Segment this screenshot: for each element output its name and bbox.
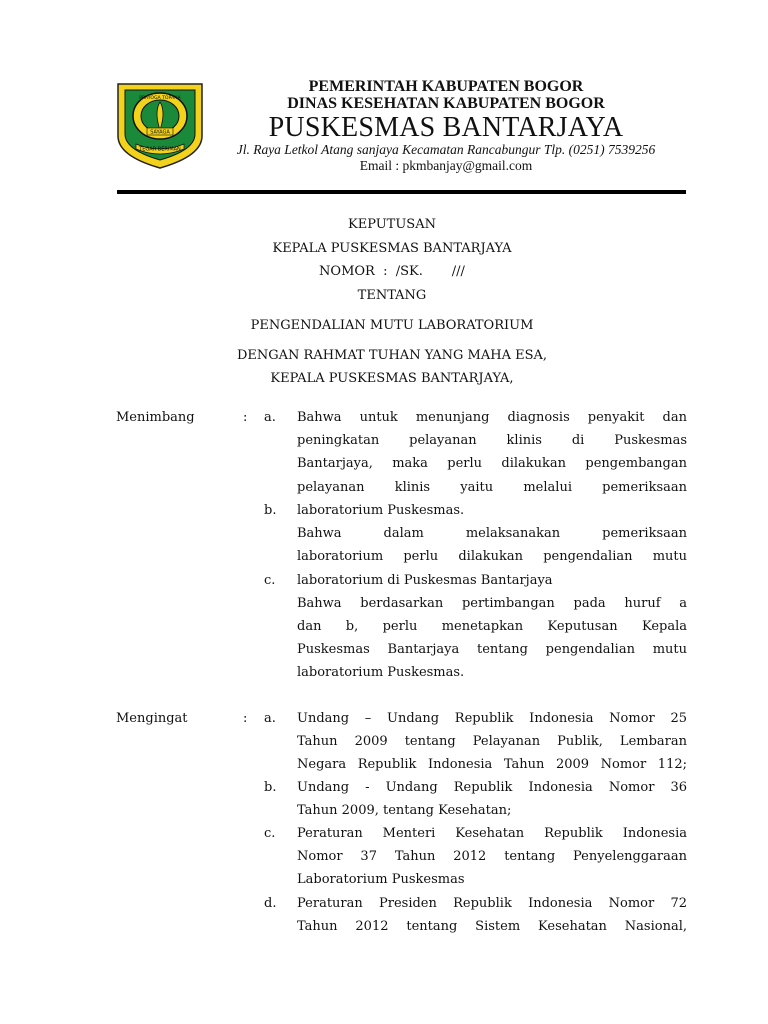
doc-issuer-salutation: KEPALA PUSKESMAS BANTARJAYA, — [270, 371, 514, 386]
menimbang-line: Puskesmas Bantarjaya tentang pengendalian mutu — [297, 642, 687, 657]
mengingat-line: Peraturan Presiden Republik Indonesia Nomor 72 — [297, 896, 687, 911]
mengingat-line: Peraturan Menteri Kesehatan Republik Indonesia — [297, 826, 687, 841]
menimbang-line: laboratorium Puskesmas. — [297, 503, 465, 518]
menimbang-line: peningkatan pelayanan klinis di Puskesmas — [297, 433, 687, 448]
menimbang-line: laboratorium di Puskesmas Bantarjaya — [297, 573, 553, 588]
doc-title: KEPUTUSAN — [348, 217, 436, 232]
menimbang-colon: : — [243, 410, 248, 425]
menimbang-line: Bahwa untuk menunjang diagnosis penyakit dan — [297, 410, 687, 425]
header-department: DINAS KESEHATAN KABUPATEN BOGOR — [287, 95, 605, 112]
mengingat-label: Mengingat — [116, 711, 188, 726]
mengingat-marker-a: a. — [264, 711, 276, 726]
menimbang-line: laboratorium perlu dilakukan pengendalian mutu — [297, 549, 687, 564]
header-divider — [117, 190, 686, 194]
mengingat-line: Negara Republik Indonesia Tahun 2009 Nomor 112; — [297, 757, 687, 772]
menimbang-line: dan b, perlu menetapkan Keputusan Kepala — [297, 619, 687, 634]
mengingat-line: Nomor 37 Tahun 2012 tentang Penyelenggaraan — [297, 849, 687, 864]
doc-issuer: KEPALA PUSKESMAS BANTARJAYA — [272, 241, 512, 256]
menimbang-line: pelayanan klinis yaitu melalui pemeriksaan — [297, 480, 687, 495]
mengingat-line: Laboratorium Puskesmas — [297, 872, 465, 887]
mengingat-line: Tahun 2012 tentang Sistem Kesehatan Nasional, — [297, 919, 687, 934]
logo-top-text: PRAYOGA TOPANA — [139, 96, 181, 101]
doc-number: NOMOR : /SK. /// — [319, 264, 465, 279]
mengingat-marker-d: d. — [264, 896, 277, 911]
menimbang-marker-a: a. — [264, 410, 276, 425]
mengingat-line: Undang - Undang Republik Indonesia Nomor 36 — [297, 780, 687, 795]
mengingat-line: Undang – Undang Republik Indonesia Nomor 25 — [297, 711, 687, 726]
menimbang-line: Bantarjaya, maka perlu dilakukan pengembangan — [297, 456, 687, 471]
menimbang-line: laboratorium Puskesmas. — [297, 665, 465, 680]
doc-subject: PENGENDALIAN MUTU LABORATORIUM — [250, 318, 534, 333]
mengingat-line: Tahun 2009, tentang Kesehatan; — [297, 803, 512, 818]
mengingat-marker-b: b. — [264, 780, 277, 795]
doc-invocation: DENGAN RAHMAT TUHAN YANG MAHA ESA, — [236, 348, 548, 363]
menimbang-line: Bahwa berdasarkan pertimbangan pada huruf a — [297, 596, 687, 611]
header-institution: PUSKESMAS BANTARJAYA — [268, 112, 624, 143]
menimbang-marker-c: c. — [264, 573, 276, 588]
header-address: Jl. Raya Letkol Atang sanjaya Kecamatan Rancabungur Tlp. (0251) 7539256 — [236, 142, 656, 157]
doc-about: TENTANG — [357, 288, 427, 303]
mengingat-colon: : — [243, 711, 248, 726]
logo-motto-text: TEGAR BERIMAN — [139, 146, 181, 153]
menimbang-marker-b: b. — [264, 503, 277, 518]
logo-center-text: SAYAGA — [150, 129, 170, 136]
bogor-regency-emblem — [114, 78, 206, 170]
header-government: PEMERINTAH KABUPATEN BOGOR — [308, 78, 584, 95]
mengingat-line: Tahun 2009 tentang Pelayanan Publik, Lembaran — [297, 734, 687, 749]
header-email: Email : pkmbanjay@gmail.com — [359, 158, 533, 173]
menimbang-label: Menimbang — [116, 410, 195, 425]
menimbang-line: Bahwa dalam melaksanakan pemeriksaan — [297, 526, 687, 541]
mengingat-marker-c: c. — [264, 826, 276, 841]
